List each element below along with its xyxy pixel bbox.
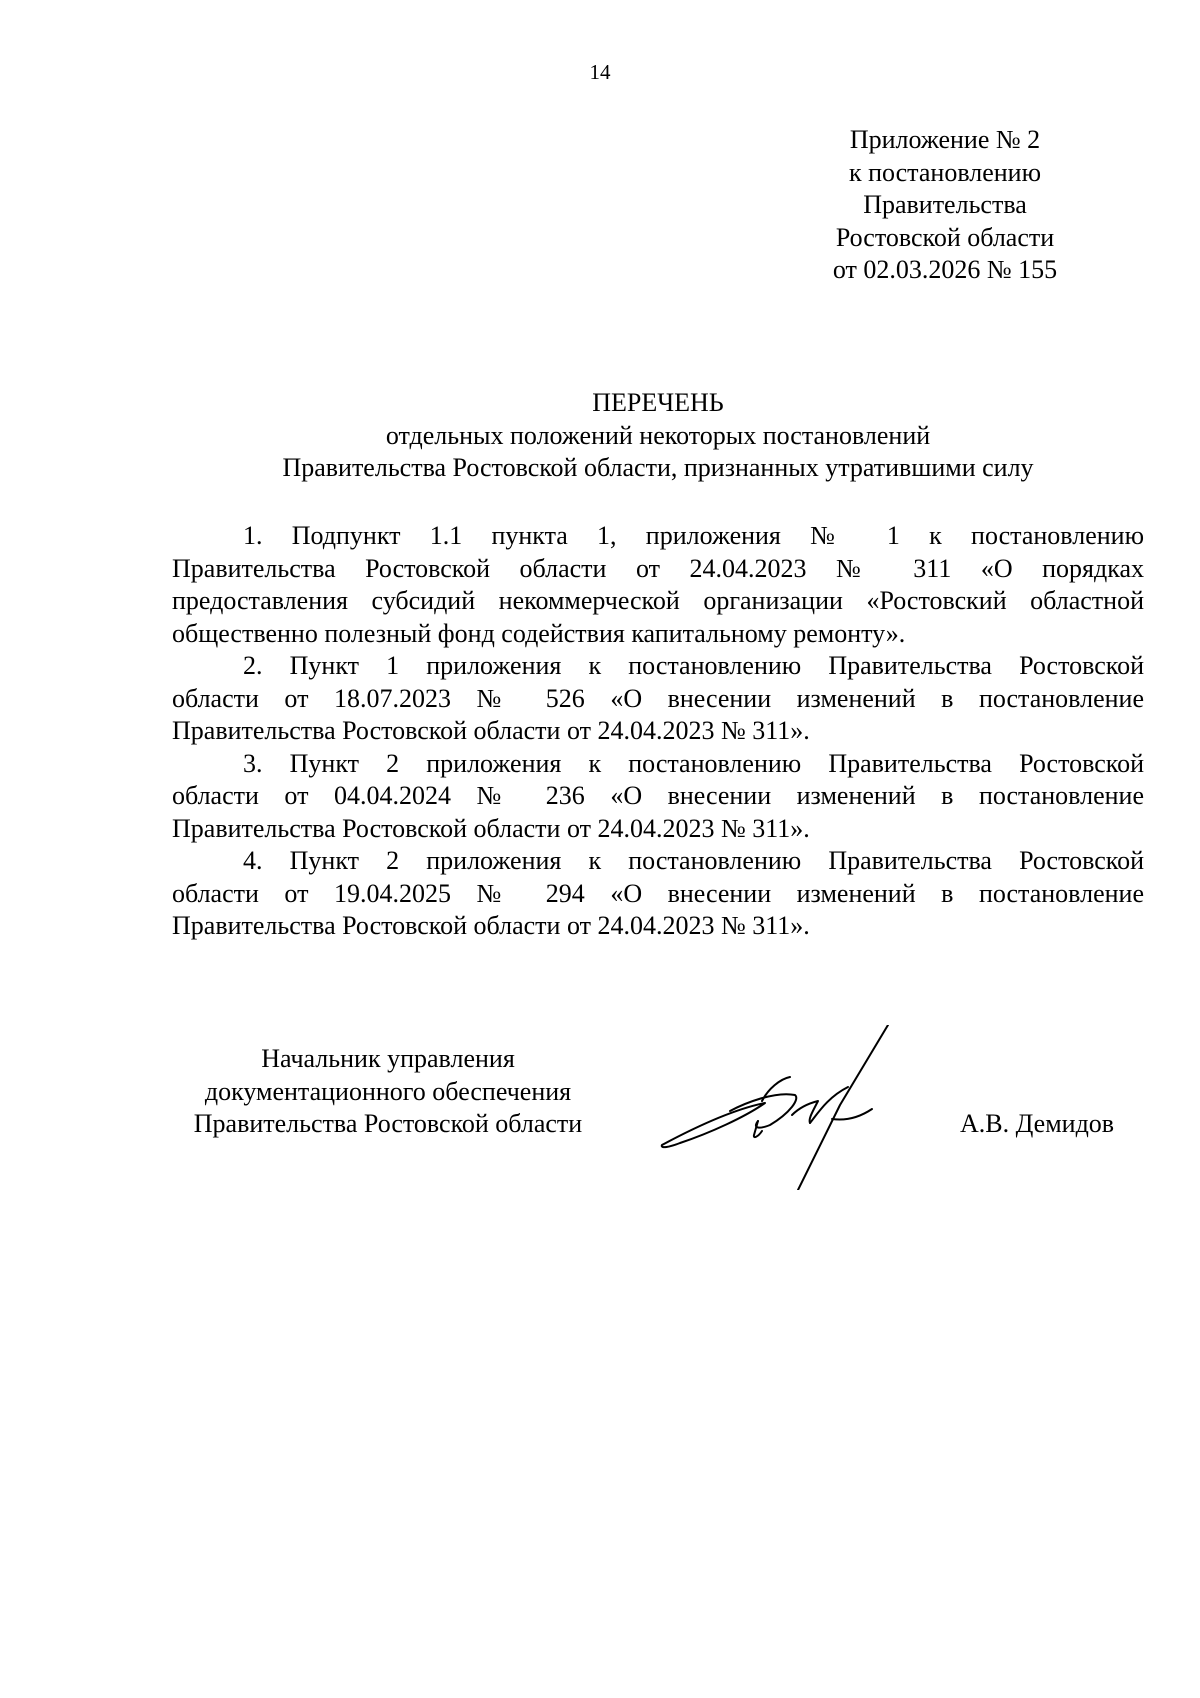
list-item-line: Правительства Ростовской области от 24.04.2023 № 311». bbox=[172, 716, 810, 745]
appendix-line: Ростовской области bbox=[835, 222, 1055, 252]
list-item-line: предоставления субсидий некоммерческой организации «Ростовский областной bbox=[172, 586, 1144, 615]
appendix-line: Приложение № 2 bbox=[849, 125, 1041, 154]
appendix-line: от 02.03.2026 № 155 bbox=[832, 255, 1058, 284]
list-item-line: общественно полезный фонд содействия капитальному ремонту». bbox=[172, 618, 906, 648]
list-item-line: 2. Пункт 1 приложения к постановлению Правительства Ростовской bbox=[243, 651, 1144, 680]
page-number: 14 bbox=[589, 60, 611, 84]
list-item-line: Правительства Ростовской области от 24.04.2023 № 311 «О порядках bbox=[172, 553, 1144, 583]
appendix-line: к постановлению bbox=[848, 157, 1042, 187]
document-subtitle: Правительства Ростовской области, признанных утратившими силу bbox=[282, 453, 1034, 482]
document-subtitle: отдельных положений некоторых постановлений bbox=[385, 420, 931, 450]
signatory-name: А.В. Демидов bbox=[960, 1109, 1115, 1138]
document-body bbox=[172, 520, 1144, 943]
list-item bbox=[172, 845, 1144, 943]
list-item bbox=[172, 520, 1144, 650]
list-item-line: 3. Пункт 2 приложения к постановлению Правительства Ростовской bbox=[243, 748, 1144, 778]
list-item bbox=[172, 748, 1144, 846]
signatory-position bbox=[172, 1043, 604, 1141]
appendix-line: Правительства bbox=[863, 190, 1027, 219]
appendix-reference bbox=[816, 124, 1074, 287]
document-heading bbox=[172, 387, 1144, 485]
list-item-line: 4. Пункт 2 приложения к постановлению Правительства Ростовской bbox=[243, 846, 1144, 875]
list-item-line: области от 04.04.2024 № 236 «О внесении изменений в постановление bbox=[172, 781, 1144, 810]
signatory-position-line: Начальник управления bbox=[261, 1044, 515, 1073]
signatory-position-line: документационного обеспечения bbox=[204, 1076, 572, 1106]
signatory-position-line: Правительства Ростовской области bbox=[193, 1109, 583, 1138]
list-item-line: Правительства Ростовской области от 24.04.2023 № 311». bbox=[172, 911, 810, 940]
document-title: ПЕРЕЧЕНЬ bbox=[592, 388, 724, 417]
handwritten-signature bbox=[650, 1025, 940, 1190]
list-item-line: области от 19.04.2025 № 294 «О внесении изменений в постановление bbox=[172, 878, 1144, 908]
list-item-line: Правительства Ростовской области от 24.04.2023 № 311». bbox=[172, 813, 810, 843]
list-item bbox=[172, 650, 1144, 748]
list-item-line: области от 18.07.2023 № 526 «О внесении изменений в постановление bbox=[172, 683, 1144, 713]
list-item-line: 1. Подпункт 1.1 пункта 1, приложения № 1 к постановлению bbox=[243, 521, 1144, 550]
